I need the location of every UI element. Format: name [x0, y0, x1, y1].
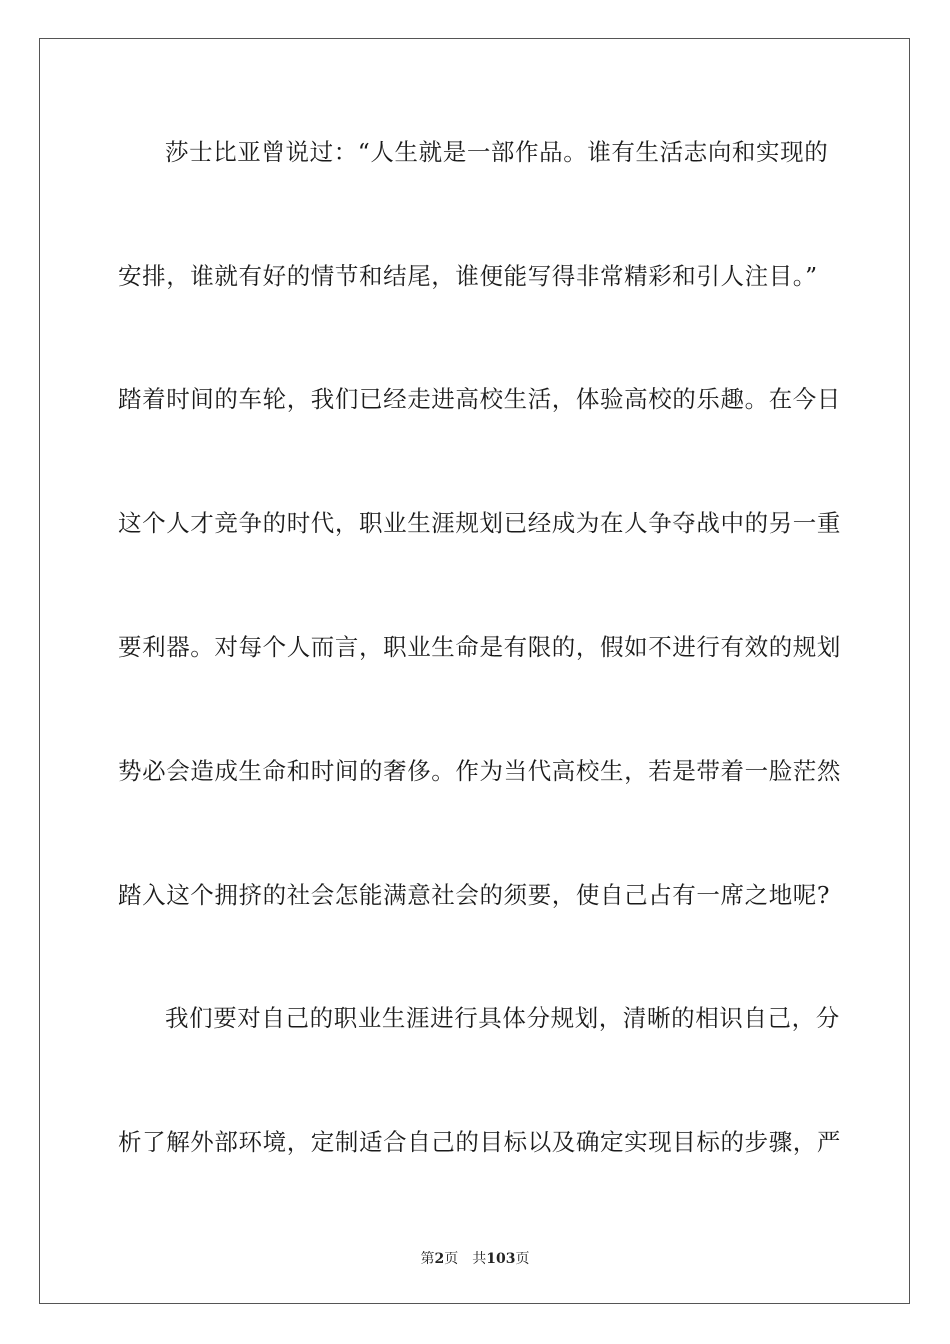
total-prefix: 共	[472, 1251, 487, 1267]
total-pages: 103	[486, 1251, 516, 1267]
page-prefix: 第	[420, 1251, 435, 1267]
page-number: 2	[434, 1251, 445, 1267]
paragraph-line-8: 我们要对自己的职业生涯进行具体分规划，清晰的相识自己，分	[165, 1004, 840, 1032]
page-border	[39, 38, 910, 1304]
paragraph-line-7: 踏入这个拥挤的社会怎能满意社会的须要，使自己占有一席之地呢?	[118, 881, 831, 909]
page-suffix: 页	[444, 1251, 459, 1267]
page-footer	[0, 1248, 950, 1268]
paragraph-line-6: 势必会造成生命和时间的奢侈。作为当代高校生，若是带着一脸茫然	[118, 757, 841, 785]
paragraph-line-1: 莎士比亚曾说过：“人生就是一部作品。谁有生活志向和实现的	[165, 138, 829, 166]
paragraph-line-4: 这个人才竞争的时代，职业生涯规划已经成为在人争夺战中的另一重	[118, 509, 841, 537]
paragraph-line-5: 要利器。对每个人而言，职业生命是有限的，假如不进行有效的规划	[118, 633, 841, 661]
paragraph-line-3: 踏着时间的车轮，我们已经走进高校生活，体验高校的乐趣。在今日	[118, 385, 841, 413]
paragraph-line-2: 安排，谁就有好的情节和结尾，谁便能写得非常精彩和引人注目。”	[118, 262, 818, 290]
paragraph-line-9: 析了解外部环境，定制适合自己的目标以及确定实现目标的步骤，严	[118, 1128, 841, 1156]
total-suffix: 页	[515, 1251, 530, 1267]
